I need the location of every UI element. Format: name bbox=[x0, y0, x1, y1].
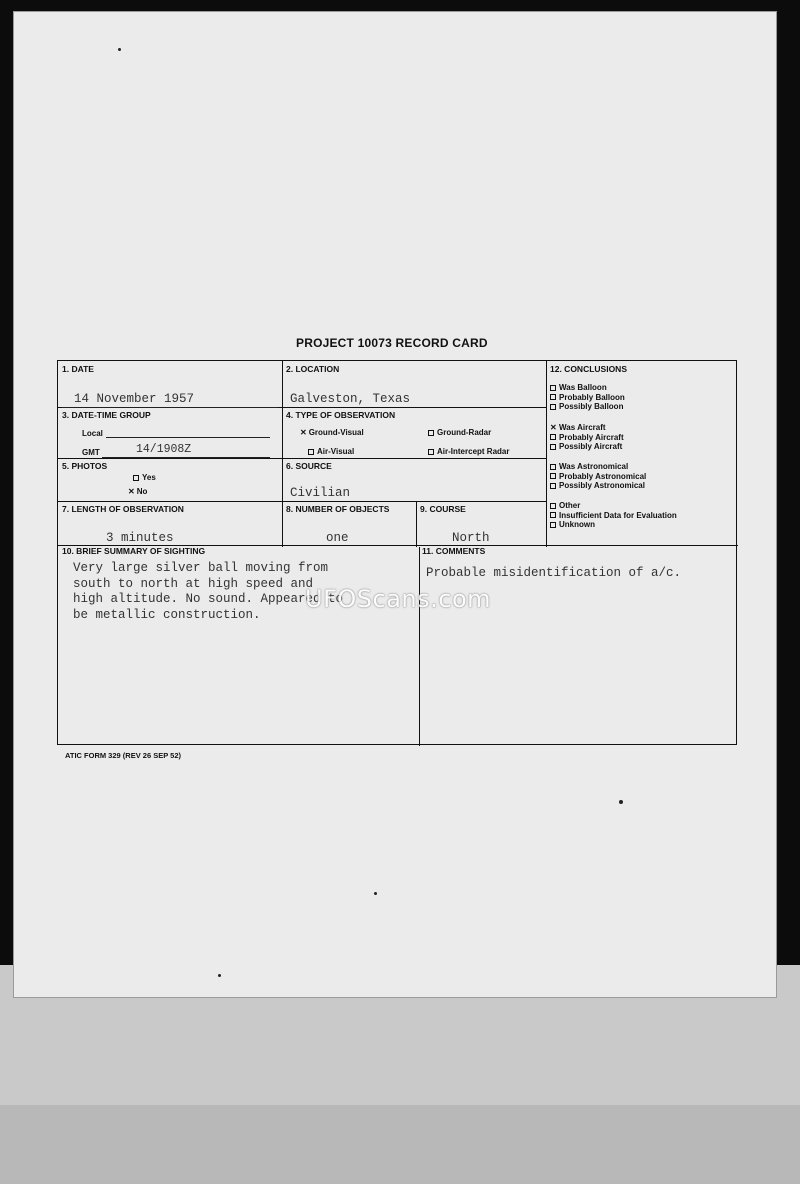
summary-line: high altitude. No sound. Appeared to bbox=[73, 592, 344, 606]
checkbox-icon bbox=[550, 473, 556, 479]
checkbox-icon bbox=[428, 430, 434, 436]
local-label: Local bbox=[82, 429, 103, 438]
option-photos-no[interactable]: ✕ No bbox=[128, 487, 148, 496]
length-label: 7. LENGTH OF OBSERVATION bbox=[62, 504, 184, 514]
local-line bbox=[106, 437, 270, 438]
speck bbox=[118, 48, 121, 51]
photos-label: 5. PHOTOS bbox=[62, 461, 108, 471]
number-of-objects-value: one bbox=[326, 531, 349, 545]
conclusion-possibly-aircraft[interactable]: Possibly Aircraft bbox=[550, 442, 624, 452]
type-of-observation-label: 4. TYPE OF OBSERVATION bbox=[286, 410, 396, 420]
x-check-mark-icon: ✕ bbox=[128, 487, 135, 496]
conclusions-group-astronomical bbox=[550, 462, 646, 491]
option-photos-yes[interactable]: Yes bbox=[133, 473, 156, 482]
conclusion-probably-aircraft[interactable]: Probably Aircraft bbox=[550, 433, 624, 443]
source-value: Civilian bbox=[290, 486, 351, 500]
grid-line bbox=[282, 361, 283, 547]
grid-line bbox=[58, 501, 546, 502]
conclusions-group-other bbox=[550, 501, 677, 530]
record-card bbox=[57, 360, 737, 745]
x-check-mark-icon: ✕ bbox=[300, 428, 307, 437]
comments-value: Probable misidentification of a/c. bbox=[426, 566, 682, 580]
checkbox-icon bbox=[550, 503, 556, 509]
conclusion-was-aircraft[interactable]: ✕ Was Aircraft bbox=[550, 423, 606, 432]
checkbox-icon bbox=[550, 385, 556, 391]
option-ground-visual[interactable]: ✕ Ground-Visual bbox=[300, 428, 364, 437]
date-time-group-label: 3. DATE-TIME GROUP bbox=[62, 410, 151, 420]
checkbox-icon bbox=[550, 404, 556, 410]
conclusion-was-astronomical[interactable]: Was Astronomical bbox=[550, 462, 646, 472]
checkbox-icon bbox=[550, 434, 556, 440]
course-label: 9. COURSE bbox=[420, 504, 466, 514]
summary-line: Very large silver ball moving from bbox=[73, 561, 329, 575]
summary-text bbox=[73, 561, 343, 623]
number-of-objects-label: 8. NUMBER OF OBJECTS bbox=[286, 504, 390, 514]
length-value: 3 minutes bbox=[106, 531, 174, 545]
date-label: 1. DATE bbox=[62, 364, 94, 374]
checkbox-icon bbox=[550, 512, 556, 518]
summary-line: south to north at high speed and bbox=[73, 576, 314, 591]
checkbox-icon bbox=[550, 394, 556, 400]
date-value: 14 November 1957 bbox=[74, 392, 195, 406]
location-value: Galveston, Texas bbox=[290, 392, 411, 406]
conclusion-insufficient-data[interactable]: Insufficient Data for Evaluation bbox=[550, 511, 677, 521]
option-air-intercept-radar[interactable]: Air-Intercept Radar bbox=[428, 447, 509, 456]
form-number: ATIC FORM 329 (REV 26 SEP 52) bbox=[65, 751, 182, 760]
checkbox-icon bbox=[550, 522, 556, 528]
checkbox-icon bbox=[550, 464, 556, 470]
comments-label: 11. COMMENTS bbox=[422, 546, 486, 556]
gmt-label: GMT bbox=[82, 448, 100, 457]
conclusion-was-balloon[interactable]: Was Balloon bbox=[550, 383, 625, 393]
conclusion-probably-balloon[interactable]: Probably Balloon bbox=[550, 393, 625, 403]
conclusion-probably-astronomical[interactable]: Probably Astronomical bbox=[550, 472, 646, 482]
gmt-value: 14/1908Z bbox=[136, 443, 192, 456]
course-value: North bbox=[452, 531, 490, 545]
option-ground-radar[interactable]: Ground-Radar bbox=[428, 428, 491, 437]
conclusion-unknown[interactable]: Unknown bbox=[550, 520, 677, 530]
conclusion-possibly-astronomical[interactable]: Possibly Astronomical bbox=[550, 481, 646, 491]
speck bbox=[374, 892, 377, 895]
option-air-visual[interactable]: Air-Visual bbox=[308, 447, 354, 456]
gmt-line bbox=[102, 457, 270, 458]
summary-label: 10. BRIEF SUMMARY OF SIGHTING bbox=[62, 546, 206, 556]
checkbox-icon bbox=[133, 475, 139, 481]
checkbox-icon bbox=[428, 449, 434, 455]
checkbox-icon bbox=[550, 483, 556, 489]
checkbox-icon bbox=[550, 444, 556, 450]
conclusions-group-balloon bbox=[550, 383, 625, 412]
conclusions-label: 12. CONCLUSIONS bbox=[550, 364, 627, 374]
summary-line: be metallic construction. bbox=[73, 607, 261, 622]
grid-line bbox=[419, 547, 420, 746]
background-strip-lower bbox=[0, 1105, 800, 1184]
speck bbox=[619, 800, 623, 804]
card-title: PROJECT 10073 RECORD CARD bbox=[296, 336, 488, 350]
grid-line bbox=[58, 458, 546, 459]
checkbox-icon bbox=[308, 449, 314, 455]
grid-line bbox=[546, 361, 547, 547]
watermark: UFOScans.com bbox=[305, 585, 491, 613]
conclusion-possibly-balloon[interactable]: Possibly Balloon bbox=[550, 402, 625, 412]
source-label: 6. SOURCE bbox=[286, 461, 332, 471]
location-label: 2. LOCATION bbox=[286, 364, 340, 374]
grid-line bbox=[416, 501, 417, 547]
speck bbox=[218, 974, 221, 977]
date-underline bbox=[62, 407, 278, 408]
conclusion-other[interactable]: Other bbox=[550, 501, 677, 511]
x-check-mark-icon: ✕ bbox=[550, 423, 557, 432]
conclusions-group-aircraft bbox=[550, 423, 624, 452]
